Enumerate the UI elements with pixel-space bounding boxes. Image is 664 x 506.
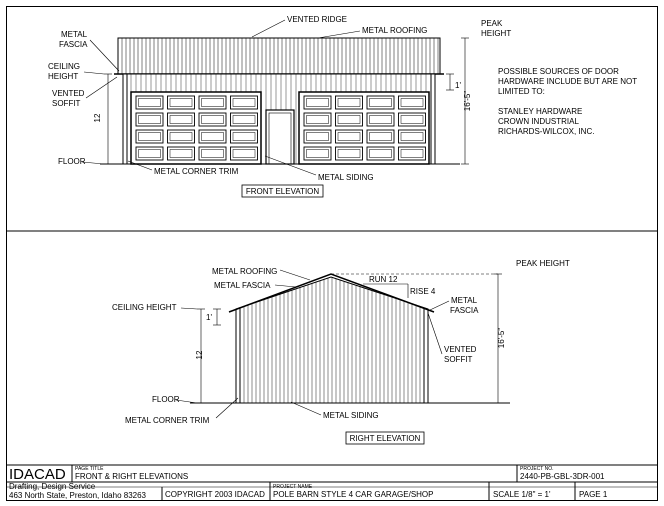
- project-no-caption: PROJECT NO.: [520, 466, 554, 472]
- door-panel: [136, 96, 163, 109]
- note-line-6: CROWN INDUSTRIAL: [498, 117, 579, 126]
- project-name-caption: PROJECT NAME: [273, 484, 313, 490]
- note-line-5: STANLEY HARDWARE: [498, 107, 583, 116]
- front-ceiling-height-label-line2: HEIGHT: [48, 72, 79, 81]
- right-vented-soffit-label-line2: SOFFIT: [444, 355, 473, 364]
- right-vented-soffit-label-line1: VENTED: [444, 345, 477, 354]
- door-panel: [399, 147, 426, 160]
- note-line-2: HARDWARE INCLUDE BUT ARE NOT: [498, 77, 638, 86]
- door-panel: [304, 147, 331, 160]
- door-panel: [168, 130, 195, 143]
- door-panel: [399, 113, 426, 126]
- front-wall-height-value: 12: [93, 113, 102, 123]
- front-elevation-title: FRONT ELEVATION: [245, 187, 320, 196]
- door-panel: [168, 113, 195, 126]
- man-door: [266, 110, 294, 164]
- front-metal-corner-trim-label: METAL CORNER TRIM: [154, 167, 239, 176]
- door-panel: [231, 130, 258, 143]
- door-panel: [136, 130, 163, 143]
- front-elevation: [48, 15, 637, 197]
- door-panel: [399, 130, 426, 143]
- door-panel: [304, 113, 331, 126]
- idacad-logo-text: IDACAD: [9, 466, 66, 483]
- door-panel: [199, 113, 226, 126]
- door-panel: [336, 96, 363, 109]
- note-line-1: POSSIBLE SOURCES OF DOOR: [498, 67, 619, 76]
- right-floor-label: FLOOR: [152, 395, 180, 404]
- door-panel: [231, 147, 258, 160]
- door-panel: [168, 96, 195, 109]
- right-metal-corner-trim-label: METAL CORNER TRIM: [125, 416, 210, 425]
- door-hardware-note: [498, 67, 637, 136]
- door-panel: [199, 147, 226, 160]
- door-panel: [367, 96, 394, 109]
- right-peak-height-label: PEAK HEIGHT: [516, 259, 570, 268]
- right-eave-offset-value: 1': [206, 313, 212, 322]
- company-address: 463 North State, Preston, Idaho 83263: [9, 491, 146, 500]
- right-elevation-title: RIGHT ELEVATION: [349, 434, 421, 443]
- front-metal-fascia-label-line2: FASCIA: [59, 40, 88, 49]
- front-metal-siding-label: METAL SIDING: [318, 173, 374, 182]
- note-line-3: LIMITED TO:: [498, 87, 545, 96]
- copyright: COPYRIGHT 2003 IDACAD: [165, 490, 265, 499]
- slope-run-label: RUN 12: [369, 275, 398, 284]
- right-metal-fascia-right-label-line1: METAL: [451, 296, 478, 305]
- project-no: 2440-PB-GBL-3DR-001: [520, 472, 605, 481]
- right-ceiling-height-label: CEILING HEIGHT: [112, 303, 177, 312]
- company-tagline: Drafting, Design Service: [9, 482, 96, 491]
- front-vented-soffit-label-line1: VENTED: [52, 89, 85, 98]
- door-panel: [231, 96, 258, 109]
- right-peak-height-value: 16'-5": [497, 327, 506, 349]
- door-panel: [136, 147, 163, 160]
- front-vented-soffit-label-line2: SOFFIT: [52, 99, 81, 108]
- door-panel: [304, 96, 331, 109]
- door-panel: [367, 130, 394, 143]
- front-peak-height-label-line2: HEIGHT: [481, 29, 512, 38]
- scale: SCALE 1/8" = 1': [493, 490, 551, 499]
- project-name: POLE BARN STYLE 4 CAR GARAGE/SHOP: [273, 490, 434, 499]
- slope-rise-label: RISE 4: [410, 287, 436, 296]
- door-panel: [199, 130, 226, 143]
- door-panel: [336, 113, 363, 126]
- note-line-7: RICHARDS-WILCOX, INC.: [498, 127, 595, 136]
- page-number: PAGE 1: [579, 490, 608, 499]
- door-panel: [336, 130, 363, 143]
- front-ceiling-height-label-line1: CEILING: [48, 62, 81, 71]
- front-roof-band: [118, 38, 440, 74]
- door-panel: [336, 147, 363, 160]
- right-metal-fascia-right-label-line2: FASCIA: [450, 306, 479, 315]
- right-elevation: [112, 259, 570, 444]
- door-panel: [367, 113, 394, 126]
- page-title-caption: PAGE TITLE: [75, 466, 104, 472]
- door-panel: [399, 96, 426, 109]
- door-panel: [199, 96, 226, 109]
- right-metal-fascia-left-label: METAL FASCIA: [214, 281, 271, 290]
- vented-ridge-label: VENTED RIDGE: [287, 15, 348, 24]
- front-metal-roofing-label: METAL ROOFING: [362, 26, 428, 35]
- front-peak-height-value: 16'-5": [463, 90, 472, 112]
- right-metal-siding-label: METAL SIDING: [323, 411, 379, 420]
- door-panel: [367, 147, 394, 160]
- right-metal-roofing-label: METAL ROOFING: [212, 267, 278, 276]
- door-panel: [231, 113, 258, 126]
- door-panel: [136, 113, 163, 126]
- front-floor-label: FLOOR: [58, 157, 86, 166]
- title-block: [6, 465, 658, 500]
- front-peak-height-label-line1: PEAK: [481, 19, 503, 28]
- front-metal-fascia-label-line1: METAL: [61, 30, 88, 39]
- front-eave-offset-value: 1': [455, 81, 461, 90]
- door-panel: [168, 147, 195, 160]
- right-wall-height-value: 12: [195, 350, 204, 360]
- door-panel: [304, 130, 331, 143]
- page-title: FRONT & RIGHT ELEVATIONS: [75, 472, 189, 481]
